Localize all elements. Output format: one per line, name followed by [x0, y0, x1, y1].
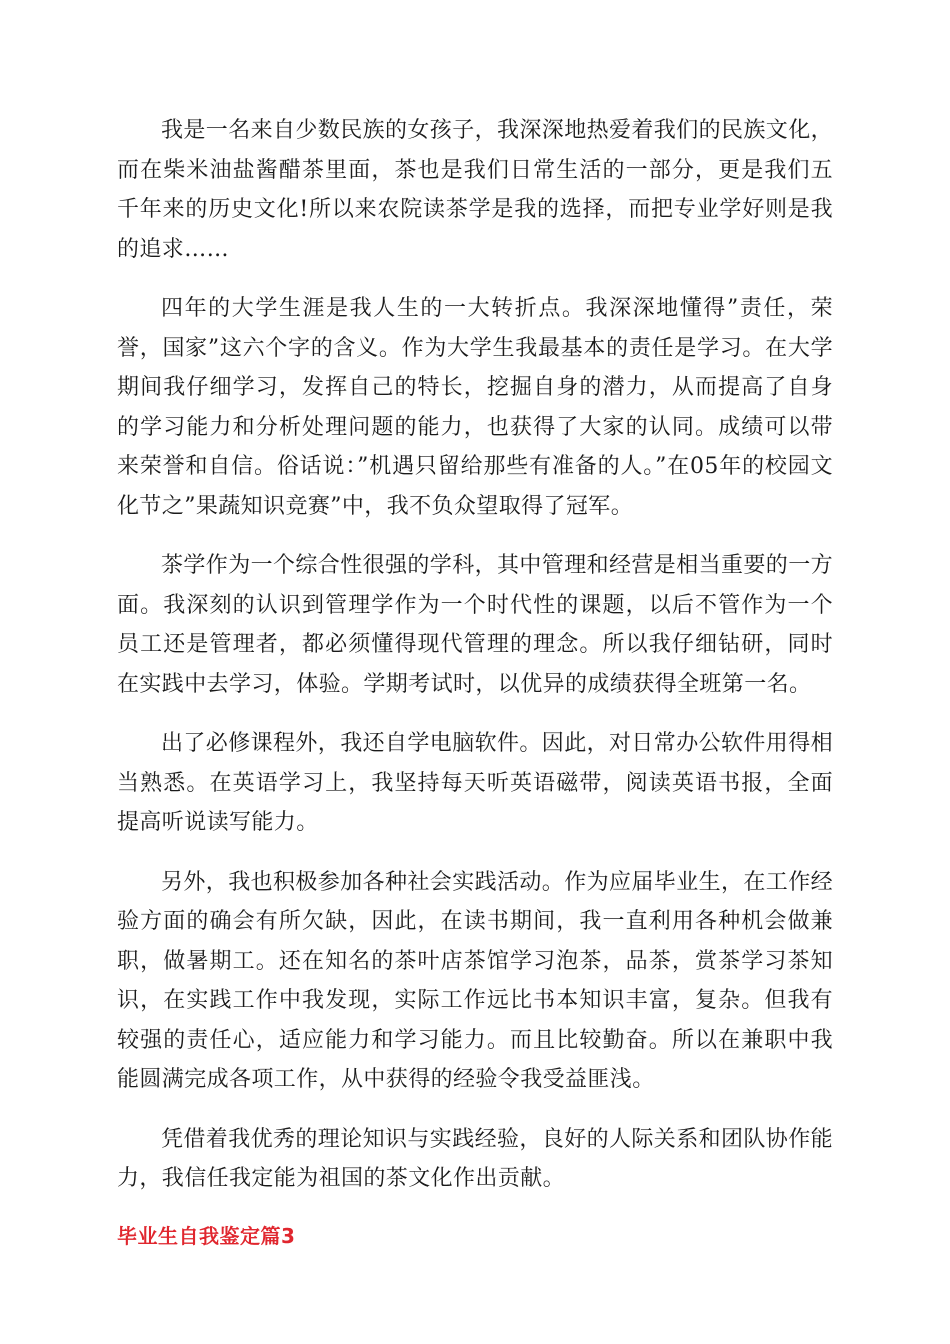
- section-heading: 毕业生自我鉴定篇3: [117, 1223, 296, 1248]
- paragraph-tea-studies: 茶学作为一个综合性很强的学科，其中管理和经营是相当重要的一方面。我深刻的认识到管理学作为一个时代性的课题，以后不管作为一个员工还是管理者，都必须懂得现代管理的理念。所以我仔细钻研，同时在实践中去学习，体验。学期考试时，以优异的成绩获得全班第一名。: [117, 553, 834, 697]
- paragraph-university-years: 四年的大学生涯是我人生的一大转折点。我深深地懂得”责任，荣誉，国家”这六个字的含义。作为大学生我最基本的责任是学习。在大学期间我仔细学习，发挥自己的特长，挖掘自身的潜力，从而提高了自身的学习能力和分析处理问题的能力，也获得了大家的认同。成绩可以带来荣誉和自信。俗话说：”机遇只留给那些有准备的人。”在05年的校园文化节之”果蔬知识竞赛”中，我不负众望取得了冠军。: [117, 296, 833, 519]
- paragraph-social-practice: 另外，我也积极参加各种社会实践活动。作为应届毕业生，在工作经验方面的确会有所欠缺，因此，在读书期间，我一直利用各种机会做兼职，做暑期工。还在知名的茶叶店茶馆学习泡茶，品茶，赏茶学习茶知识，在实践工作中我发现，实际工作远比书本知识丰富，复杂。但我有较强的责任心，适应能力和学习能力。而且比较勤奋。所以在兼职中我能圆满完成各项工作，从中获得的经验令我受益匪浅。: [117, 869, 834, 1092]
- paragraph-self-study: 出了必修课程外，我还自学电脑软件。因此，对日常办公软件用得相当熟悉。在英语学习上，我坚持每天听英语磁带，阅读英语书报，全面提高听说读写能力。: [117, 731, 834, 835]
- paragraph-intro: 我是一名来自少数民族的女孩子，我深深地热爱着我们的民族文化，而在柴米油盐酱醋茶里面，茶也是我们日常生活的一部分，更是我们五千年来的历史文化!所以来农院读茶学是我的选择，而把专业学好则是我的追求……: [117, 118, 834, 262]
- document-body: [117, 111, 833, 1251]
- paragraph-conclusion: 凭借着我优秀的理论知识与实践经验，良好的人际关系和团队协作能力，我信任我定能为祖国的茶文化作出贡献。: [117, 1126, 834, 1191]
